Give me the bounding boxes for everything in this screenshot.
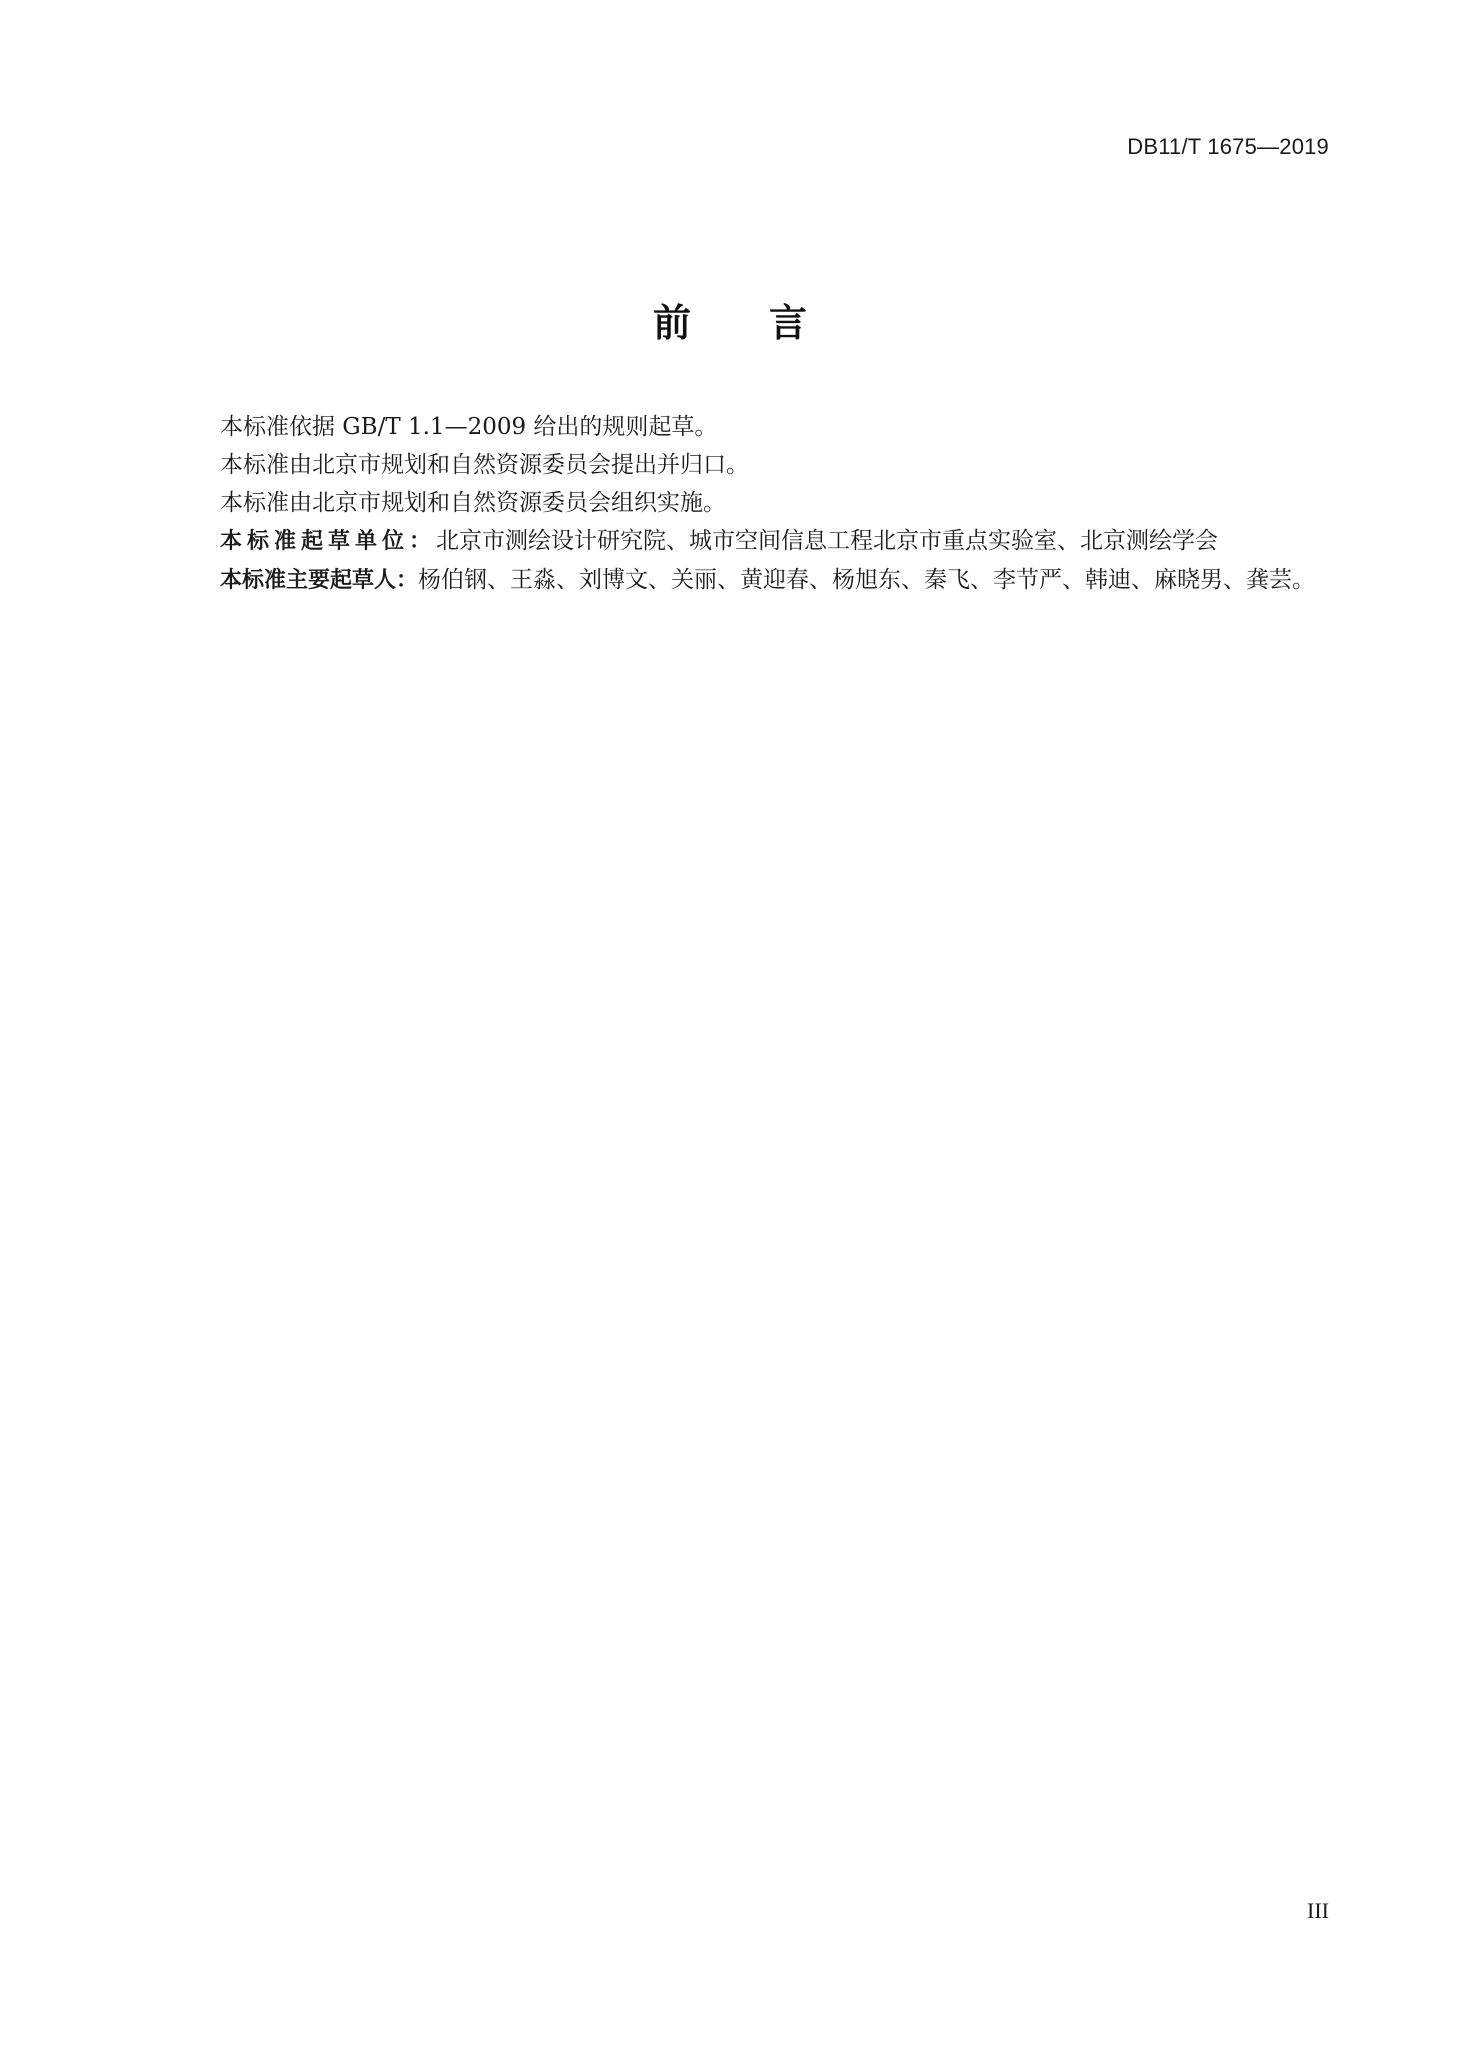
- drafters-text: 杨伯钢、王淼、刘博文、关丽、黄迎春、杨旭东、秦飞、李节严、韩迪、麻晓男、龚芸。: [418, 567, 1316, 593]
- drafting-units-label: 本标准起草单位：: [220, 529, 437, 554]
- paragraph-drafting-units: [172, 522, 1330, 561]
- paragraph-drafting-rules: 本标准依据 GB/T 1.1—2009 给出的规则起草。: [220, 414, 718, 440]
- drafting-units-text: 北京市测绘设计研究院、城市空间信息工程北京市重点实验室、北京测绘学会: [436, 528, 1219, 554]
- paragraph-implementer: 本标准由北京市规划和自然资源委员会组织实施。: [220, 490, 726, 516]
- preface-body: [172, 408, 1330, 600]
- drafters-label: 本标准主要起草人：: [220, 568, 419, 593]
- paragraph-drafters: [172, 561, 1330, 600]
- page-title: 前言: [652, 301, 885, 345]
- page-number: III: [1307, 1898, 1329, 1923]
- standard-code: DB11/T 1675—2019: [1127, 134, 1329, 159]
- paragraph-proposer: 本标准由北京市规划和自然资源委员会提出并归口。: [220, 452, 749, 478]
